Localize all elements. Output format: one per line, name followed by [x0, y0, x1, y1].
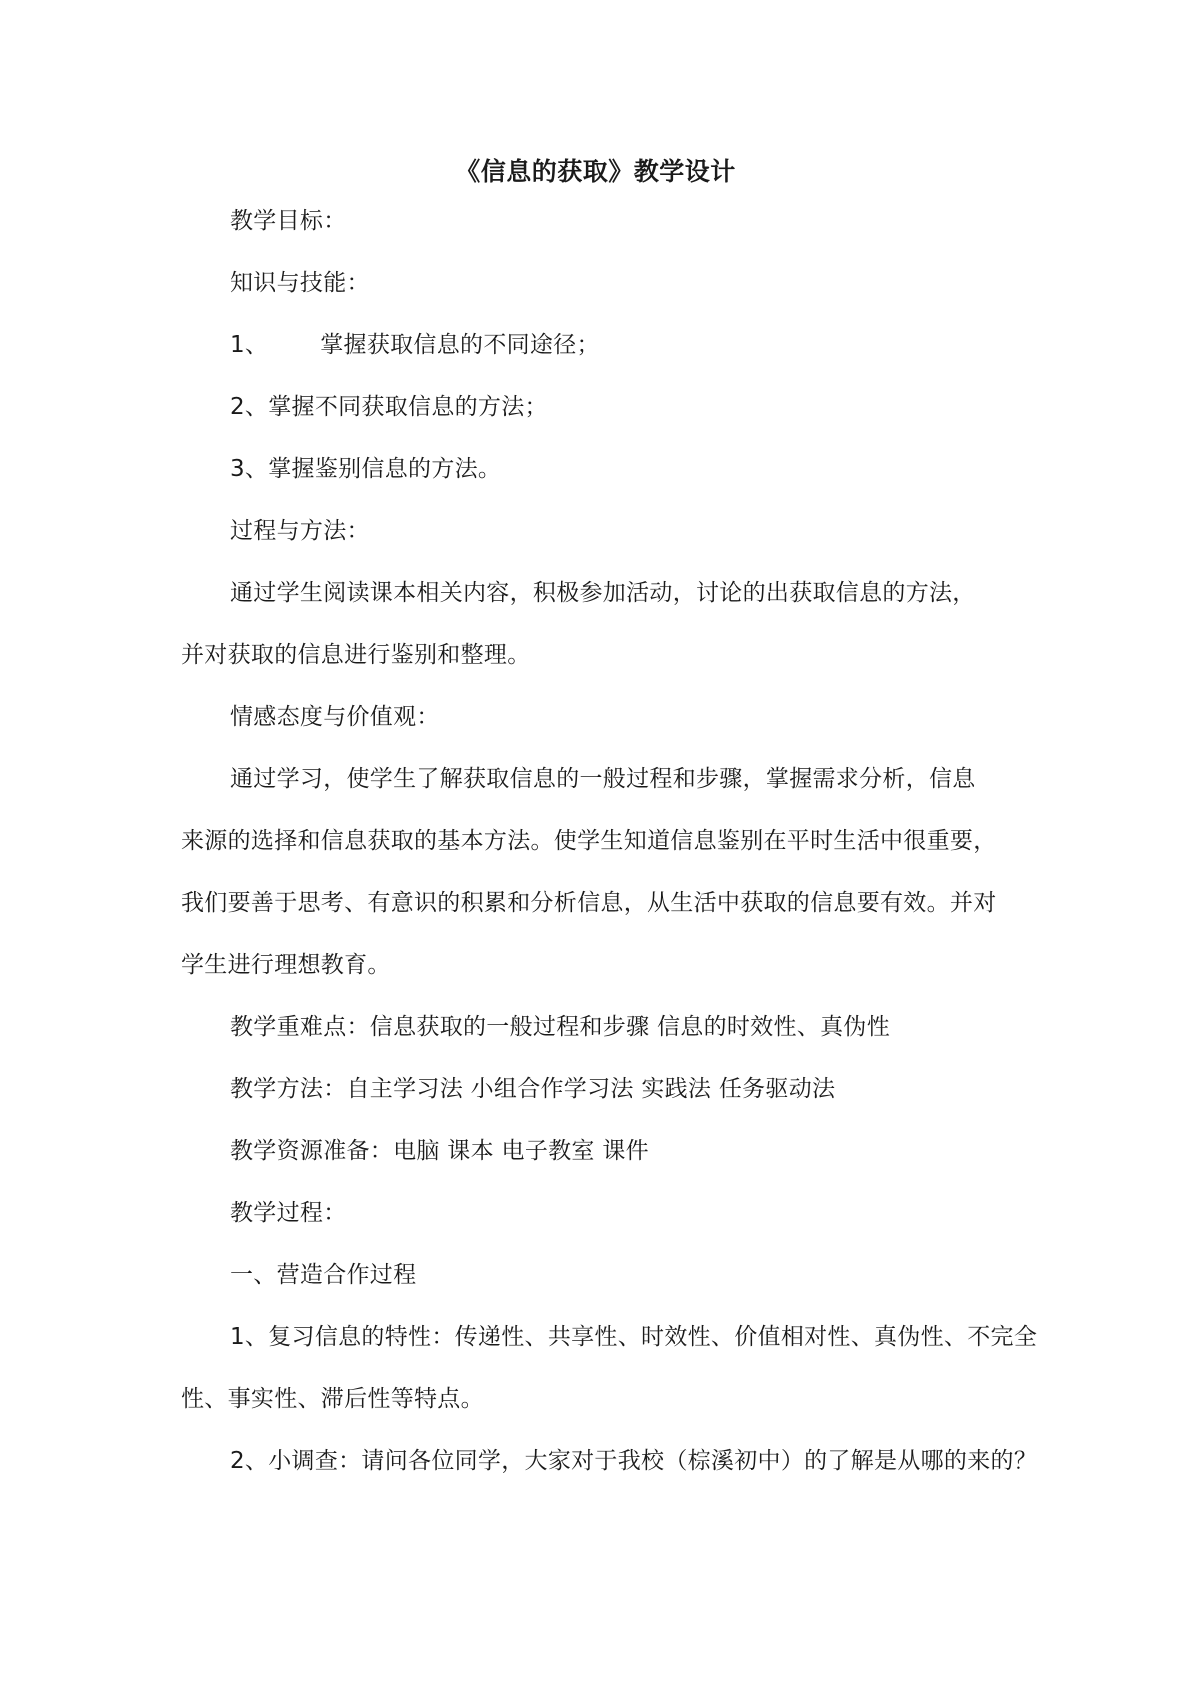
- paragraph: 来源的选择和信息获取的基本方法。使学生知道信息鉴别在平时生活中很重要，: [181, 828, 997, 854]
- paragraph: 知识与技能：: [230, 270, 370, 296]
- paragraph: 通过学习，使学生了解获取信息的一般过程和步骤，掌握需求分析，信息: [230, 766, 976, 792]
- page-title: 《信息的获取》教学设计: [455, 157, 736, 186]
- list-item: 2、掌握不同获取信息的方法；: [230, 394, 548, 420]
- paragraph: 我们要善于思考、有意识的积累和分析信息，从生活中获取的信息要有效。并对: [181, 890, 997, 916]
- paragraph: 教学方法：自主学习法 小组合作学习法 实践法 任务驱动法: [230, 1076, 836, 1102]
- paragraph: 学生进行理想教育。: [181, 952, 391, 978]
- paragraph: 通过学生阅读课本相关内容，积极参加活动，讨论的出获取信息的方法，: [230, 580, 976, 606]
- paragraph: 1、复习信息的特性：传递性、共享性、时效性、价值相对性、真伪性、不完全: [230, 1324, 1038, 1350]
- paragraph: 教学资源准备：电脑 课本 电子教室 课件: [230, 1138, 649, 1164]
- paragraph: 教学重难点：信息获取的一般过程和步骤 信息的时效性、真伪性: [230, 1014, 891, 1040]
- list-number: 1、: [230, 332, 269, 358]
- section-heading: 一、营造合作过程: [230, 1262, 417, 1288]
- paragraph: 教学目标：: [230, 208, 347, 234]
- paragraph: 过程与方法：: [230, 518, 370, 544]
- list-item-text: 掌握获取信息的不同途径；: [320, 332, 600, 358]
- paragraph: 情感态度与价值观：: [230, 704, 440, 730]
- paragraph: 性、事实性、滞后性等特点。: [181, 1386, 484, 1412]
- paragraph: 教学过程：: [230, 1200, 347, 1226]
- paragraph: 2、小调查：请问各位同学，大家对于我校（棕溪初中）的了解是从哪的来的？: [230, 1448, 1038, 1474]
- paragraph: 并对获取的信息进行鉴别和整理。: [181, 642, 531, 668]
- list-item: 3、掌握鉴别信息的方法。: [230, 456, 502, 482]
- list-item: [230, 328, 600, 362]
